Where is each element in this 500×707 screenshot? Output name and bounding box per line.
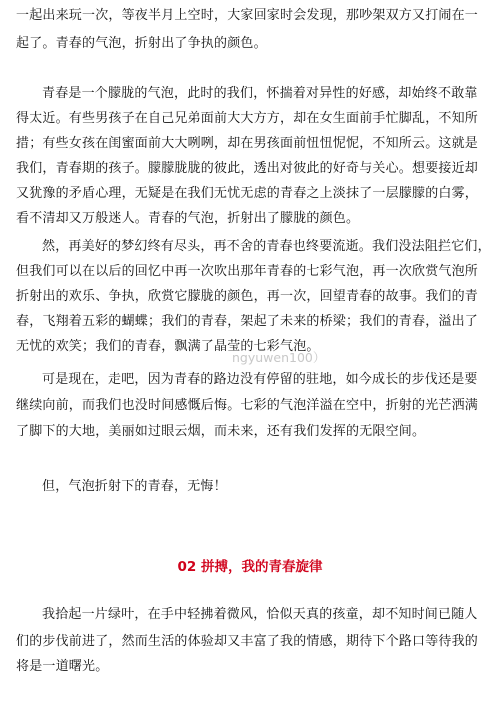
paragraph-line: 了脚下的大地，美丽如过眼云烟，而未来，还有我们发挥的无限空间。 bbox=[16, 424, 426, 439]
paragraph-line: 青春是一个朦胧的气泡，此时的我们，怀揣着对异性的好感，却始终不敢靠 bbox=[42, 86, 478, 101]
paragraph-line: 然，再美好的梦幻终有尽头，再不舍的青春也终要流逝。我们没法阻拦它们， bbox=[42, 239, 491, 254]
paragraph-line: 折射出的欢乐、争执，欣赏它朦胧的颜色，再一次，回望青春的故事。我们的青 bbox=[16, 289, 479, 304]
paragraph-line: 继续向前，而我们也没时间感慨后悔。七彩的气泡洋溢在空中，折射的光芒洒满 bbox=[16, 398, 479, 413]
paragraph-line: 一起出来玩一次，等夜半月上空时，大家回家时会发现，那吵架双方又打闹在一 bbox=[16, 8, 479, 23]
paragraph-line: 我们，青春期的孩子。朦朦胧胧的彼此，透出对彼此的好奇与关心。想要接近却 bbox=[16, 161, 479, 176]
watermark-text: ngyuwen100） bbox=[232, 350, 326, 365]
paragraph-line: 又犹豫的矛盾心理，无疑是在我们无忧无虑的青春之上淡抹了一层朦朦的白雾， bbox=[16, 186, 479, 201]
paragraph-line: 但我们可以在以后的回忆中再一次吹出那年青春的七彩气泡，再一次欣赏气泡所 bbox=[16, 264, 479, 279]
section-heading: 02 拼搏，我的青春旋律 bbox=[177, 559, 323, 575]
paragraph-line: 将是一道曙光。 bbox=[16, 659, 109, 674]
paragraph-line: 得太近。有些男孩子在自己兄弟面前大大方方，却在女生面前手忙脚乱，不知所 bbox=[16, 111, 479, 126]
paragraph-line: 我拾起一片绿叶，在手中轻拂着微风，恰似天真的孩童，却不知时间已随人 bbox=[42, 607, 478, 622]
paragraph-line: 可是现在，走吧，因为青春的路边没有停留的驻地，如今成长的步伐还是要 bbox=[42, 372, 478, 387]
paragraph-line: 措；有些女孩在闺蜜面前大大咧咧，却在男孩面前忸忸怩怩，不知所云。这就是 bbox=[16, 136, 479, 151]
paragraph-line: 无忧的欢笑；我们的青春，飘满了晶莹的七彩气泡。 bbox=[16, 339, 320, 354]
paragraph-line: 们的步伐前进了，然而生活的体验却又丰富了我的情感，期待下个路口等待我的 bbox=[16, 634, 479, 649]
paragraph-line: 但，气泡折射下的青春，无悔！ bbox=[42, 479, 227, 494]
paragraph-line: 起了。青春的气泡，折射出了争执的颜色。 bbox=[16, 36, 267, 51]
paragraph-line: 看不清却又万般迷人。青春的气泡，折射出了朦胧的颜色。 bbox=[16, 211, 360, 226]
paragraph-line: 春，飞翔着五彩的蝴蝶；我们的青春，架起了未来的桥梁；我们的青春，溢出了 bbox=[16, 314, 479, 329]
